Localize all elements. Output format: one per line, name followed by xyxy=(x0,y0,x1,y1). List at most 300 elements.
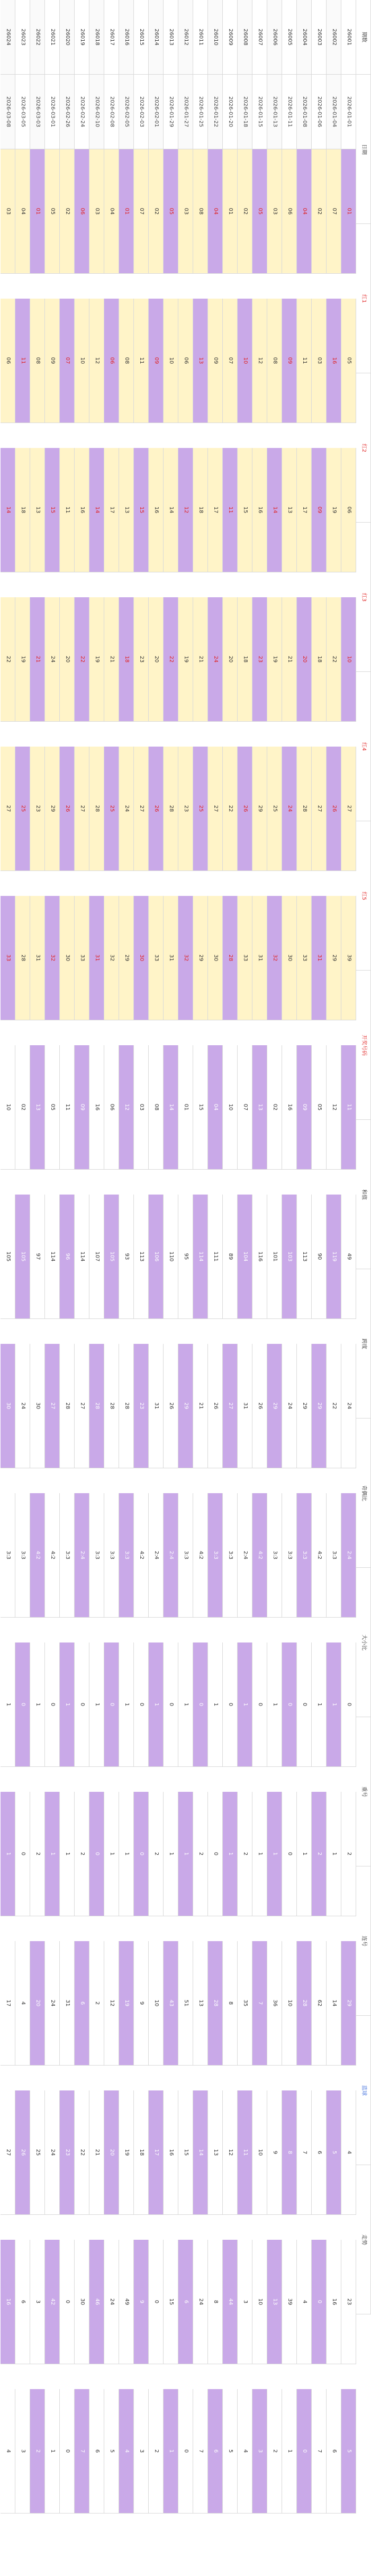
value-cell xyxy=(267,299,282,423)
value-cell xyxy=(341,747,356,871)
value-cell xyxy=(60,1792,75,1916)
value-cell xyxy=(178,1344,193,1468)
value-cell xyxy=(252,1642,267,1767)
value-cell-text: 110 xyxy=(168,1251,174,1262)
value-cell-text: 0 xyxy=(64,2449,70,2453)
issue-cell-text: 26003 xyxy=(316,29,322,46)
value-cell-text: 23 xyxy=(64,2149,70,2156)
value-cell-text: 24 xyxy=(123,805,130,812)
value-cell xyxy=(45,2090,60,2215)
date-cell-text: 2026-03-08 xyxy=(5,96,11,128)
value-cell xyxy=(297,1344,312,1468)
value-cell-text: 05 xyxy=(346,357,352,364)
date-cell xyxy=(60,75,75,149)
value-cell-text: 1 xyxy=(168,1852,174,1856)
value-cell xyxy=(327,1642,341,1767)
value-cell xyxy=(45,1344,60,1468)
value-cell xyxy=(134,597,149,722)
header-cell-15-text: 走势 xyxy=(360,2234,367,2245)
value-cell-text: 5 xyxy=(108,2449,115,2453)
value-cell xyxy=(119,299,134,423)
value-cell xyxy=(267,1792,282,1916)
value-cell-text: 31 xyxy=(316,954,322,962)
value-cell xyxy=(341,1642,356,1767)
value-cell xyxy=(252,896,267,1020)
value-cell-text: 25 xyxy=(34,2149,41,2156)
value-cell xyxy=(252,1792,267,1916)
issue-cell-text: 26016 xyxy=(123,29,130,46)
value-cell-text: 3:3 xyxy=(272,1550,278,1560)
value-cell xyxy=(164,597,178,722)
value-cell-text: 49 xyxy=(123,2298,130,2305)
value-cell xyxy=(178,1493,193,1618)
header-cell-14 xyxy=(356,2016,371,2165)
value-cell xyxy=(297,1941,312,2066)
value-cell xyxy=(238,597,252,722)
value-cell xyxy=(208,1642,223,1767)
issue-cell xyxy=(30,0,45,75)
value-cell xyxy=(1,1344,15,1468)
value-cell xyxy=(149,299,164,423)
value-cell-text: 93 xyxy=(123,1253,130,1260)
value-cell-text: 05 xyxy=(168,208,174,215)
value-cell xyxy=(267,2389,282,2514)
value-cell xyxy=(312,149,327,274)
value-cell xyxy=(15,1045,30,1170)
value-cell-text: 106 xyxy=(153,1251,159,1262)
date-cell xyxy=(30,75,45,149)
issue-cell xyxy=(178,0,193,75)
value-cell-text: 25 xyxy=(197,805,204,812)
value-cell-text: 28 xyxy=(212,1999,219,2007)
value-cell-text: 03 xyxy=(316,357,322,364)
issue-cell-text: 26024 xyxy=(5,29,11,46)
value-cell xyxy=(75,597,89,722)
value-cell-text: 28 xyxy=(301,805,307,812)
value-cell xyxy=(149,448,164,572)
value-cell xyxy=(267,2240,282,2364)
value-cell-text: 14 xyxy=(197,2149,204,2156)
value-cell-text: 10 xyxy=(5,1103,11,1111)
value-cell xyxy=(104,747,119,871)
value-cell-text: 15 xyxy=(197,1103,204,1111)
value-cell xyxy=(312,2389,327,2514)
issue-cell-text: 26007 xyxy=(257,29,263,46)
value-cell-text: 25 xyxy=(108,805,115,812)
value-cell xyxy=(312,2090,327,2215)
value-cell xyxy=(15,1493,30,1618)
value-cell xyxy=(297,1792,312,1916)
issue-cell-text: 26009 xyxy=(227,29,233,46)
value-cell-text: 33 xyxy=(79,954,85,962)
value-cell-text: 89 xyxy=(227,1253,233,1260)
value-cell-text: 0 xyxy=(286,1852,293,1856)
value-cell xyxy=(75,1344,89,1468)
value-cell-text: 11 xyxy=(138,357,144,364)
value-cell xyxy=(134,2240,149,2364)
value-cell-text: 21 xyxy=(286,656,293,663)
header-cell-11-text: 大小比 xyxy=(360,1634,367,1650)
header-cell-2-text: 红1 xyxy=(360,294,367,303)
value-cell xyxy=(252,1045,267,1170)
value-cell-text: 29 xyxy=(346,1999,352,2007)
date-cell-text: 2026-01-22 xyxy=(212,96,219,128)
value-cell xyxy=(297,1195,312,1319)
value-cell-text: 02 xyxy=(316,208,322,215)
value-cell xyxy=(282,1792,297,1916)
value-cell xyxy=(327,1195,341,1319)
value-cell xyxy=(238,747,252,871)
value-cell-text: 06 xyxy=(108,1103,115,1111)
value-cell-text: 13 xyxy=(286,506,293,514)
value-cell xyxy=(134,149,149,274)
value-cell xyxy=(193,1045,208,1170)
value-cell xyxy=(178,448,193,572)
value-cell xyxy=(30,1195,45,1319)
value-cell xyxy=(15,448,30,572)
issue-cell xyxy=(297,0,312,75)
value-cell xyxy=(193,1792,208,1916)
value-cell xyxy=(15,2090,30,2215)
issue-cell xyxy=(134,0,149,75)
value-cell-text: 18 xyxy=(138,2149,144,2156)
value-cell-text: 24 xyxy=(286,1402,293,1410)
value-cell-text: 113 xyxy=(301,1251,307,1262)
value-cell xyxy=(267,896,282,1020)
value-cell-text: 02 xyxy=(64,208,70,215)
value-cell xyxy=(312,1642,327,1767)
date-cell-text: 2026-01-04 xyxy=(331,96,337,128)
value-cell xyxy=(193,1195,208,1319)
value-cell-text: 17 xyxy=(153,2149,159,2156)
date-cell-text: 2026-03-01 xyxy=(49,96,56,128)
value-cell xyxy=(208,149,223,274)
value-cell xyxy=(252,1493,267,1618)
value-cell-text: 31 xyxy=(168,954,174,962)
value-cell-text: 18 xyxy=(197,506,204,514)
value-cell xyxy=(164,448,178,572)
value-cell xyxy=(119,1792,134,1916)
value-cell xyxy=(252,1344,267,1468)
value-cell-text: 01 xyxy=(227,208,233,215)
value-cell xyxy=(223,149,238,274)
value-cell xyxy=(30,149,45,274)
value-cell xyxy=(104,1792,119,1916)
value-cell-text: 4:2 xyxy=(197,1550,204,1560)
value-cell xyxy=(45,1045,60,1170)
value-cell-text: 24 xyxy=(49,2149,56,2156)
value-cell xyxy=(15,1642,30,1767)
header-cell-15 xyxy=(356,2165,371,2314)
value-cell-text: 33 xyxy=(5,954,11,962)
value-cell xyxy=(252,597,267,722)
value-cell xyxy=(312,1941,327,2066)
value-cell xyxy=(341,1493,356,1618)
value-cell xyxy=(60,747,75,871)
value-cell xyxy=(104,2090,119,2215)
value-cell xyxy=(60,2389,75,2514)
value-cell xyxy=(134,2090,149,2215)
value-cell xyxy=(60,1045,75,1170)
value-cell xyxy=(282,2090,297,2215)
value-cell-text: 0 xyxy=(286,1702,293,1707)
value-cell-text: 26 xyxy=(212,1402,219,1410)
value-cell xyxy=(45,448,60,572)
value-cell-text: 17 xyxy=(212,506,219,514)
value-cell-text: 16 xyxy=(257,506,263,514)
value-cell-text: 39 xyxy=(346,954,352,962)
value-cell-text: 0 xyxy=(316,2300,322,2304)
value-cell xyxy=(178,747,193,871)
value-cell xyxy=(312,597,327,722)
value-cell-text: 27 xyxy=(5,2149,11,2156)
value-cell xyxy=(297,597,312,722)
value-cell-text: 3:3 xyxy=(108,1550,115,1560)
value-cell-text: 06 xyxy=(346,506,352,514)
value-cell xyxy=(341,1792,356,1916)
value-cell xyxy=(15,299,30,423)
value-cell-text: 08 xyxy=(123,357,130,364)
date-cell-text: 2026-01-18 xyxy=(242,96,248,128)
value-cell xyxy=(30,1941,45,2066)
value-cell xyxy=(341,2389,356,2514)
value-cell-text: 17 xyxy=(301,506,307,514)
date-cell xyxy=(178,75,193,149)
value-cell-text: 03 xyxy=(183,208,189,215)
value-cell-text: 12 xyxy=(108,1999,115,2007)
value-cell xyxy=(104,2389,119,2514)
value-cell xyxy=(327,1493,341,1618)
value-cell xyxy=(327,1045,341,1170)
value-cell-text: 1 xyxy=(49,1852,56,1856)
value-cell-text: 27 xyxy=(212,805,219,812)
issue-cell-text: 26014 xyxy=(153,29,159,46)
value-cell xyxy=(149,1045,164,1170)
value-cell-text: 14 xyxy=(168,506,174,514)
value-cell-text: 19 xyxy=(331,506,337,514)
value-cell-text: 17 xyxy=(5,1999,11,2007)
value-cell xyxy=(164,149,178,274)
value-cell xyxy=(223,299,238,423)
value-cell-text: 28 xyxy=(168,805,174,812)
value-cell-text: 29 xyxy=(123,954,130,962)
value-cell-text: 29 xyxy=(257,805,263,812)
value-cell-text: 23 xyxy=(346,2298,352,2305)
issue-cell xyxy=(327,0,341,75)
value-cell-text: 97 xyxy=(34,1253,41,1260)
value-cell-text: 8 xyxy=(286,2150,293,2155)
value-cell xyxy=(282,2389,297,2514)
value-cell-text: 13 xyxy=(197,1999,204,2007)
value-cell xyxy=(297,747,312,871)
value-cell xyxy=(252,448,267,572)
value-cell-text: 32 xyxy=(108,954,115,962)
value-cell xyxy=(208,2240,223,2364)
issue-cell-text: 26023 xyxy=(20,29,26,46)
value-cell-text: 26 xyxy=(64,805,70,812)
value-cell xyxy=(1,2389,15,2514)
value-cell xyxy=(75,2389,89,2514)
value-cell xyxy=(104,149,119,274)
issue-cell xyxy=(238,0,252,75)
issue-cell xyxy=(341,0,356,75)
value-cell-text: 119 xyxy=(331,1251,337,1262)
value-cell xyxy=(15,1344,30,1468)
value-cell-text: 06 xyxy=(108,357,115,364)
value-cell-text: 30 xyxy=(64,954,70,962)
value-cell-text: 0 xyxy=(257,1702,263,1707)
value-cell xyxy=(30,1344,45,1468)
value-cell-text: 28 xyxy=(108,1402,115,1410)
value-cell-text: 1 xyxy=(286,2449,293,2453)
value-cell xyxy=(134,1941,149,2066)
value-cell-text: 1 xyxy=(94,1702,100,1707)
value-cell xyxy=(178,1195,193,1319)
value-cell xyxy=(30,2090,45,2215)
value-cell xyxy=(149,2240,164,2364)
value-cell xyxy=(104,1344,119,1468)
date-cell xyxy=(282,75,297,149)
value-cell-text: 16 xyxy=(331,2298,337,2305)
value-cell-text: 0 xyxy=(197,1702,204,1707)
header-cell-1 xyxy=(356,75,371,224)
value-cell xyxy=(341,1045,356,1170)
value-cell-text: 27 xyxy=(79,805,85,812)
value-cell xyxy=(164,2240,178,2364)
value-cell xyxy=(178,1642,193,1767)
value-cell-text: 1 xyxy=(123,1702,130,1707)
value-cell-text: 23 xyxy=(257,656,263,663)
value-cell-text: 1 xyxy=(108,1852,115,1856)
value-cell xyxy=(89,597,104,722)
date-cell xyxy=(312,75,327,149)
value-cell-text: 0 xyxy=(212,1852,219,1856)
value-cell xyxy=(60,1941,75,2066)
value-cell xyxy=(297,2240,312,2364)
value-cell-text: 31 xyxy=(94,954,100,962)
value-cell-text: 24 xyxy=(20,1402,26,1410)
value-cell-text: 6 xyxy=(94,2449,100,2453)
value-cell-text: 7 xyxy=(257,2001,263,2005)
value-cell xyxy=(89,1792,104,1916)
value-cell xyxy=(89,1493,104,1618)
value-cell-text: 62 xyxy=(316,1999,322,2007)
value-cell-text: 0 xyxy=(64,2300,70,2304)
value-cell xyxy=(178,299,193,423)
value-cell xyxy=(149,2090,164,2215)
value-cell xyxy=(104,1642,119,1767)
value-cell xyxy=(75,448,89,572)
value-cell-text: 11 xyxy=(64,506,70,514)
value-cell xyxy=(45,299,60,423)
header-cell-3-text: 红2 xyxy=(360,443,367,452)
value-cell xyxy=(267,448,282,572)
value-cell-text: 5 xyxy=(331,2150,337,2155)
value-cell xyxy=(341,896,356,1020)
value-cell xyxy=(341,1195,356,1319)
value-cell-text: 24 xyxy=(212,656,219,663)
issue-cell xyxy=(104,0,119,75)
value-cell-text: 1 xyxy=(123,1852,130,1856)
value-cell xyxy=(312,1493,327,1618)
header-cell-9 xyxy=(356,1269,371,1419)
value-cell-text: 12 xyxy=(183,506,189,514)
value-cell xyxy=(134,1195,149,1319)
value-cell xyxy=(30,299,45,423)
issue-cell-text: 26012 xyxy=(183,29,189,46)
value-cell-text: 02 xyxy=(153,208,159,215)
value-cell-text: 4 xyxy=(242,2449,248,2453)
value-cell xyxy=(89,2389,104,2514)
date-cell xyxy=(15,75,30,149)
value-cell xyxy=(297,448,312,572)
value-cell xyxy=(252,299,267,423)
value-cell-text: 113 xyxy=(138,1251,144,1262)
value-cell xyxy=(45,896,60,1020)
value-cell xyxy=(45,2240,60,2364)
value-cell-text: 27 xyxy=(227,1402,233,1410)
date-cell-text: 2026-02-24 xyxy=(79,96,85,128)
date-cell-text: 2026-03-05 xyxy=(20,96,26,128)
value-cell xyxy=(238,1493,252,1618)
value-cell xyxy=(282,448,297,572)
header-cell-10-text: 奇偶比 xyxy=(360,1485,367,1501)
value-cell-text: 32 xyxy=(183,954,189,962)
value-cell xyxy=(312,448,327,572)
value-cell xyxy=(60,2240,75,2364)
value-cell xyxy=(267,1642,282,1767)
value-cell xyxy=(1,1941,15,2066)
value-cell-text: 31 xyxy=(257,954,263,962)
value-cell-text: 13 xyxy=(34,1103,41,1111)
value-cell xyxy=(223,2389,238,2514)
value-cell-text: 16 xyxy=(94,1103,100,1111)
value-cell-text: 31 xyxy=(34,954,41,962)
value-cell-text: 15 xyxy=(49,506,56,514)
value-cell xyxy=(327,1941,341,2066)
value-cell xyxy=(193,2240,208,2364)
value-cell xyxy=(134,896,149,1020)
issue-cell xyxy=(208,0,223,75)
value-cell-text: 09 xyxy=(79,1103,85,1111)
value-cell xyxy=(45,2389,60,2514)
value-cell xyxy=(60,896,75,1020)
value-cell-text: 6 xyxy=(316,2150,322,2155)
date-cell xyxy=(267,75,282,149)
value-cell-text: 15 xyxy=(138,506,144,514)
value-cell-text: 3:3 xyxy=(183,1550,189,1560)
issue-cell-text: 26002 xyxy=(331,29,337,46)
value-cell-text: 3:3 xyxy=(212,1550,219,1560)
value-cell xyxy=(297,149,312,274)
value-cell xyxy=(30,2240,45,2364)
value-cell xyxy=(89,747,104,871)
value-cell xyxy=(178,2090,193,2215)
value-cell-text: 7 xyxy=(79,2449,85,2453)
value-cell-text: 10 xyxy=(79,357,85,364)
value-cell-text: 0 xyxy=(301,2449,307,2453)
value-cell-text: 3:3 xyxy=(123,1550,130,1560)
value-cell-text: 90 xyxy=(316,1253,322,1260)
value-cell-text: 15 xyxy=(183,2149,189,2156)
value-cell-text: 33 xyxy=(242,954,248,962)
value-cell-text: 2 xyxy=(153,1852,159,1856)
value-cell-text: 22 xyxy=(227,805,233,812)
value-cell-text: 1 xyxy=(64,1852,70,1856)
value-cell xyxy=(312,299,327,423)
value-cell-text: 03 xyxy=(94,208,100,215)
header-cell-7-text: 开奖号码 xyxy=(360,1034,367,1056)
